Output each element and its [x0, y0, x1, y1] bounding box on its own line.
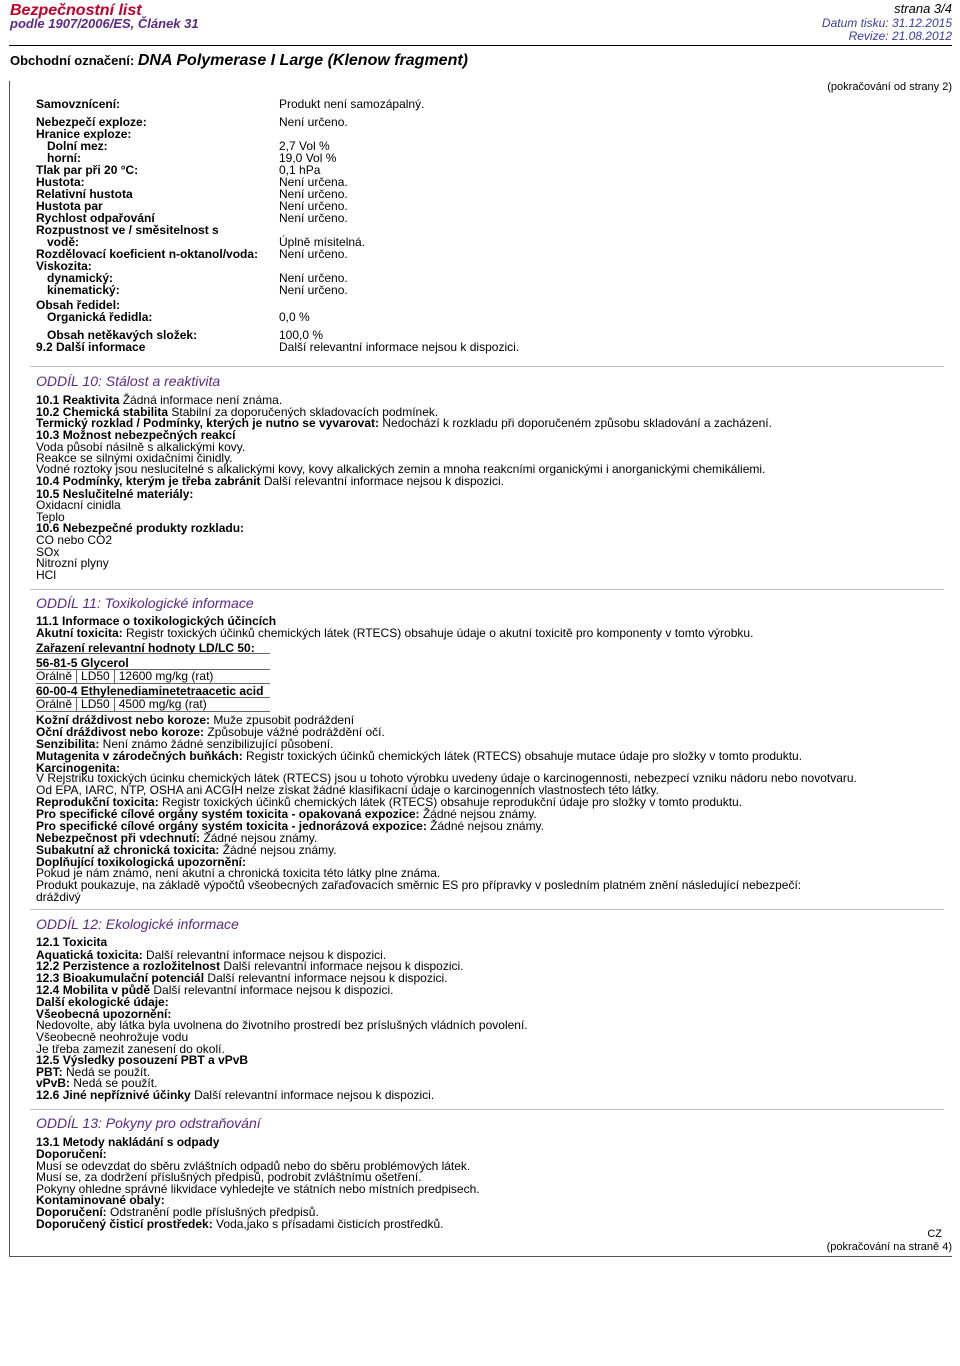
line-text: Muže zpusobit podráždení: [210, 713, 355, 727]
line-label: Doporučený čisticí prostředek:: [36, 1217, 213, 1231]
line-label: Subakutní až chronická toxicita:: [36, 843, 220, 857]
line-label: Doporučení:: [36, 1147, 107, 1161]
line-text: Musí se, za dodržení příslušných předpisů, podrobit zvláštnímu ošetření.: [36, 1170, 422, 1184]
section-divider: [30, 589, 944, 590]
property-label: Relativní hustota: [36, 187, 133, 201]
property-value: Další relevantní informace nejsou k dispozici.: [279, 340, 520, 354]
line-text: Nedá se použít.: [62, 1065, 151, 1079]
line-label: Reprodukční toxicita:: [36, 795, 159, 809]
line-label: 10.2 Chemická stabilita: [36, 405, 169, 419]
print-date: Datum tisku: 31.12.2015: [821, 16, 952, 30]
line-label: 13.1 Metody nakládání s odpady: [36, 1135, 220, 1149]
property-label: Hustota:: [36, 175, 85, 189]
property-value: Není určeno.: [279, 271, 348, 285]
line-text: Další relevantní informace nejsou k dispozici.: [220, 959, 464, 973]
section-11-title: ODDÍL 11: Toxikologické informace: [36, 595, 254, 611]
line-label: Mutagenita v zárodečných buňkách:: [36, 749, 243, 763]
line-text: Není známo žádné senzibilizující působení.: [99, 737, 334, 751]
text-line: [36, 1218, 444, 1230]
text-line: 11.1 Informace o toxikologických účincích: [36, 614, 277, 628]
property-value: Úplně mísitelná.: [279, 235, 366, 249]
property-label: horní:: [47, 151, 81, 165]
continued-to: (pokračování na straně 4): [826, 1241, 952, 1253]
line-text: SOx: [36, 545, 60, 559]
substance-name: 56-81-5 Glycerol: [36, 656, 129, 670]
line-text: Pokyny ohledne správné likvidace vyhledejte ve státních nebo místních predpisech.: [36, 1182, 480, 1196]
line-label: Aquatická toxicita:: [36, 948, 143, 962]
property-value: Není určeno.: [279, 211, 348, 225]
line-label: Karcinogenita:: [36, 761, 121, 775]
revision-date: Revize: 21.08.2012: [848, 29, 952, 43]
line-label: Kontaminované obaly:: [36, 1193, 165, 1207]
property-value: 19,0 Vol %: [279, 151, 337, 165]
property-label: Organická ředidla:: [47, 310, 153, 324]
line-text: Další relevantní informace nejsou k dispozici.: [142, 948, 387, 962]
type-cell: LD50: [77, 698, 115, 711]
property-value: Produkt není samozápalný.: [279, 97, 425, 111]
property-label: Obsah ředidel:: [36, 298, 121, 312]
line-text: Další relevantní informace nejsou k dispozici.: [150, 983, 394, 997]
line-text: Voda působí násilně s alkalickými kovy.: [36, 440, 246, 454]
line-text: Pokud je nám známo, není akutní a chronická toxicita této látky plne známa.: [36, 866, 441, 880]
line-text: Reakce se silnými oxidačními činidly.: [36, 451, 233, 465]
text-line: [36, 936, 107, 948]
property-label: Tlak par při 20 °C:: [36, 163, 139, 177]
property-label: Hustota par: [36, 199, 103, 213]
value-cell: 12600 mg/kg (rat): [114, 670, 217, 683]
text-line: [36, 750, 802, 762]
property-label: Hranice exploze:: [36, 127, 132, 141]
line-label: 12.4 Mobilita v půdě: [36, 983, 151, 997]
section-divider: [30, 1109, 944, 1110]
line-text: Musí se odevzdat do sběru zvláštních odpadů nebo do sběru problémových látek.: [36, 1159, 471, 1173]
text-line: [36, 891, 81, 903]
line-label: Nebezpečnost při vdechnutí:: [36, 831, 201, 845]
property-label: Viskozita:: [36, 259, 92, 273]
line-text: Stabilní za doporučených skladovacích podmínek.: [168, 405, 439, 419]
property-value: 100,0 %: [279, 328, 324, 342]
substance-name: 60-00-4 Ethylenediaminetetraacetic acid: [36, 684, 264, 698]
table-rule: [36, 653, 270, 654]
line-label: 10.4 Podmínky, kterým je třeba zabránit: [36, 474, 261, 488]
line-label: vPvB:: [36, 1076, 71, 1090]
line-text: Teplo: [36, 510, 65, 524]
property-value: Není určeno.: [279, 247, 348, 261]
line-label: Všeobecná upozornění:: [36, 1007, 172, 1021]
section-10-title: ODDÍL 10: Stálost a reaktivita: [36, 373, 221, 389]
line-text: Další relevantní informace nejsou k dispozici.: [190, 1088, 435, 1102]
line-label: 12.2 Perzistence a rozložitelnost: [36, 959, 221, 973]
property-label: dynamický:: [47, 271, 114, 285]
line-text: CO nebo CO2: [36, 533, 113, 547]
line-text: HCl: [36, 568, 56, 582]
property-value: 0,1 hPa: [279, 163, 321, 177]
line-text: V Rejstriku toxických úcinku chemických látek (RTECS) jsou u tohoto výrobku uvedeny údaje o karcinogennosti, nebezpecí vzniku nádoru nebo novotvaru.: [36, 771, 857, 785]
property-label: 9.2 Další informace: [36, 340, 146, 354]
text-line: [36, 475, 504, 487]
line-text: Další relevantní informace nejsou k dispozici.: [204, 971, 448, 985]
route-cell: Orálně: [36, 697, 73, 711]
line-label: 12.5 Výsledky posouzení PBT a vPvB: [36, 1053, 249, 1067]
line-text: Od EPA, IARC, NTP, OSHA ani ACGIH nelze získat žádné klasifikacní údaje o karcinogenních vlastnostech této látky.: [36, 783, 659, 797]
section-13-title: ODDÍL 13: Pokyny pro odstraňování: [36, 1115, 261, 1131]
line-text: Žádné nejsou známy.: [419, 807, 537, 821]
line-label: 12.6 Jiné nepříznivé účinky: [36, 1088, 191, 1102]
route-cell: Orálně: [36, 669, 73, 683]
line-text: Nedovolte, aby látka byla uvolnena do životního prostredí bez príslušných vládních povolení.: [36, 1018, 528, 1032]
line-text: Produkt poukazuje, na základě výpočtů všeobecných zařaďovacích směrnic ES pro přípravky v posledním platném znění následující nebezpečí:: [36, 878, 802, 892]
line-label: 10.1 Reaktivita: [36, 393, 120, 407]
section-12-title: ODDÍL 12: Ekologické informace: [36, 916, 239, 932]
line-label: Senzibilita:: [36, 737, 100, 751]
property-label: Rozdělovací koeficient n-oktanol/voda:: [36, 247, 259, 261]
text-line: [36, 569, 56, 581]
text-line: [36, 1089, 434, 1101]
line-label: 10.5 Neslučitelné materiály:: [36, 487, 194, 501]
property-value: 0,0 %: [279, 310, 310, 324]
trade-name: [10, 53, 468, 69]
line-label: Termický rozklad / Podmínky, kterých je nutno se vyvarovat:: [36, 416, 380, 430]
line-label: Kožní dráždivost nebo koroze:: [36, 713, 211, 727]
trade-name-label: Obchodní označení:: [10, 53, 135, 68]
text-line: Zařazení relevantní hodnoty LD/LC 50:: [36, 641, 255, 655]
line-label: PBT:: [36, 1065, 63, 1079]
property-label: Dolní mez:: [47, 139, 108, 153]
language-code: CZ: [927, 1228, 942, 1240]
property-value: Není určena.: [279, 175, 348, 189]
header-divider: [9, 45, 952, 46]
property-value: 2,7 Vol %: [279, 139, 330, 153]
line-label: 10.3 Možnost nebezpečných reakcí: [36, 428, 236, 442]
text-line: Akutní toxicita: Registr toxických účinků chemických látek (RTECS) obsahuje údaje o akutní toxicitě pro komponenty v tomto výrobku.: [36, 626, 754, 640]
line-text: Je třeba zamezit zanesení do okolí.: [36, 1042, 225, 1056]
property-value: Není určeno.: [279, 115, 348, 129]
line-label: Pro specifické cílové orgány systém toxicita - opakovaná expozice:: [36, 807, 420, 821]
line-text: Žádné nejsou známy.: [426, 819, 545, 833]
line-text: Nedochází k rozkladu při doporučeném způsobu skladování a zacházení.: [379, 416, 772, 430]
property-label: Nebezpečí exploze:: [36, 115, 147, 129]
document-title: Bezpečnostní list: [10, 2, 142, 19]
section-divider: [30, 909, 944, 910]
line-text: dráždivý: [36, 890, 81, 904]
property-label: kinematický:: [47, 283, 120, 297]
text-line: [36, 879, 801, 891]
line-text: Žádné nejsou známy.: [200, 831, 318, 845]
property-label: Rozpustnost ve / směsitelnost s: [36, 223, 219, 237]
property-value: Není určeno.: [279, 187, 348, 201]
line-text: Voda,jako s přísadami čisticích prostředků.: [212, 1217, 444, 1231]
toxicity-table: [36, 670, 217, 683]
line-text: Nedá se použít.: [70, 1076, 158, 1090]
line-label: Další ekologické údaje:: [36, 995, 169, 1009]
line-label: Doporučení:: [36, 1205, 107, 1219]
line-text: Registr toxických účinků chemických látek (RTECS) obsahuje mutace údaje pro složky v tomto produktu.: [242, 749, 803, 763]
line-text: Nitrozní plyny: [36, 556, 109, 570]
line-label: Doplňující toxikologická upozornění:: [36, 855, 247, 869]
property-label: Rychlost odpařování: [36, 211, 155, 225]
line-text: Registr toxických účinků chemických látek (RTECS) obsahuje reprodukční údaje pro složky v tomto produktu.: [158, 795, 743, 809]
line-text: Způsobuje vážné podráždění očí.: [204, 725, 385, 739]
regulation-subtitle: podle 1907/2006/ES, Článek 31: [10, 16, 199, 31]
line-text: Vodné roztoky jsou neslucitelné s alkalickými kovy, kovy alkalických zemin a mnoha reakcními organickými i anorganickými chemikáliemi.: [36, 462, 766, 476]
line-text: Odstranění podle příslušných předpisů.: [106, 1205, 319, 1219]
line-label: 12.3 Bioakumulační potenciál: [36, 971, 205, 985]
trade-name-value: DNA Polymerase I Large (Klenow fragment): [137, 52, 469, 69]
property-label: Obsah netěkavých složek:: [47, 328, 198, 342]
line-text: Všeobecně neohrožuje vodu: [36, 1030, 189, 1044]
line-text: Žádná informace není známa.: [119, 393, 283, 407]
property-label: Samovznícení:: [36, 97, 121, 111]
property-value: Není určeno.: [279, 283, 348, 297]
type-cell: LD50: [77, 670, 115, 683]
toxicity-table: [36, 698, 211, 711]
line-label: Pro specifické cílové orgány systém toxicita - jednorázová expozice:: [36, 819, 427, 833]
value-cell: 4500 mg/kg (rat): [114, 698, 211, 711]
line-label: Oční dráždivost nebo koroze:: [36, 725, 205, 739]
continued-from: (pokračování od strany 2): [827, 81, 952, 93]
section-divider: [30, 366, 944, 367]
table-rule: [36, 711, 270, 712]
line-text: Další relevantní informace nejsou k dispozici.: [260, 474, 504, 488]
line-text: Oxidacní cinidla: [36, 498, 121, 512]
line-label: 12.1 Toxicita: [36, 935, 108, 949]
page-number: strana 3/4: [894, 1, 952, 16]
line-text: Žádné nejsou známy.: [219, 843, 337, 857]
property-label: vodě:: [47, 235, 80, 249]
property-value: Není určeno.: [279, 199, 348, 213]
line-label: 10.6 Nebezpečné produkty rozkladu:: [36, 521, 245, 535]
